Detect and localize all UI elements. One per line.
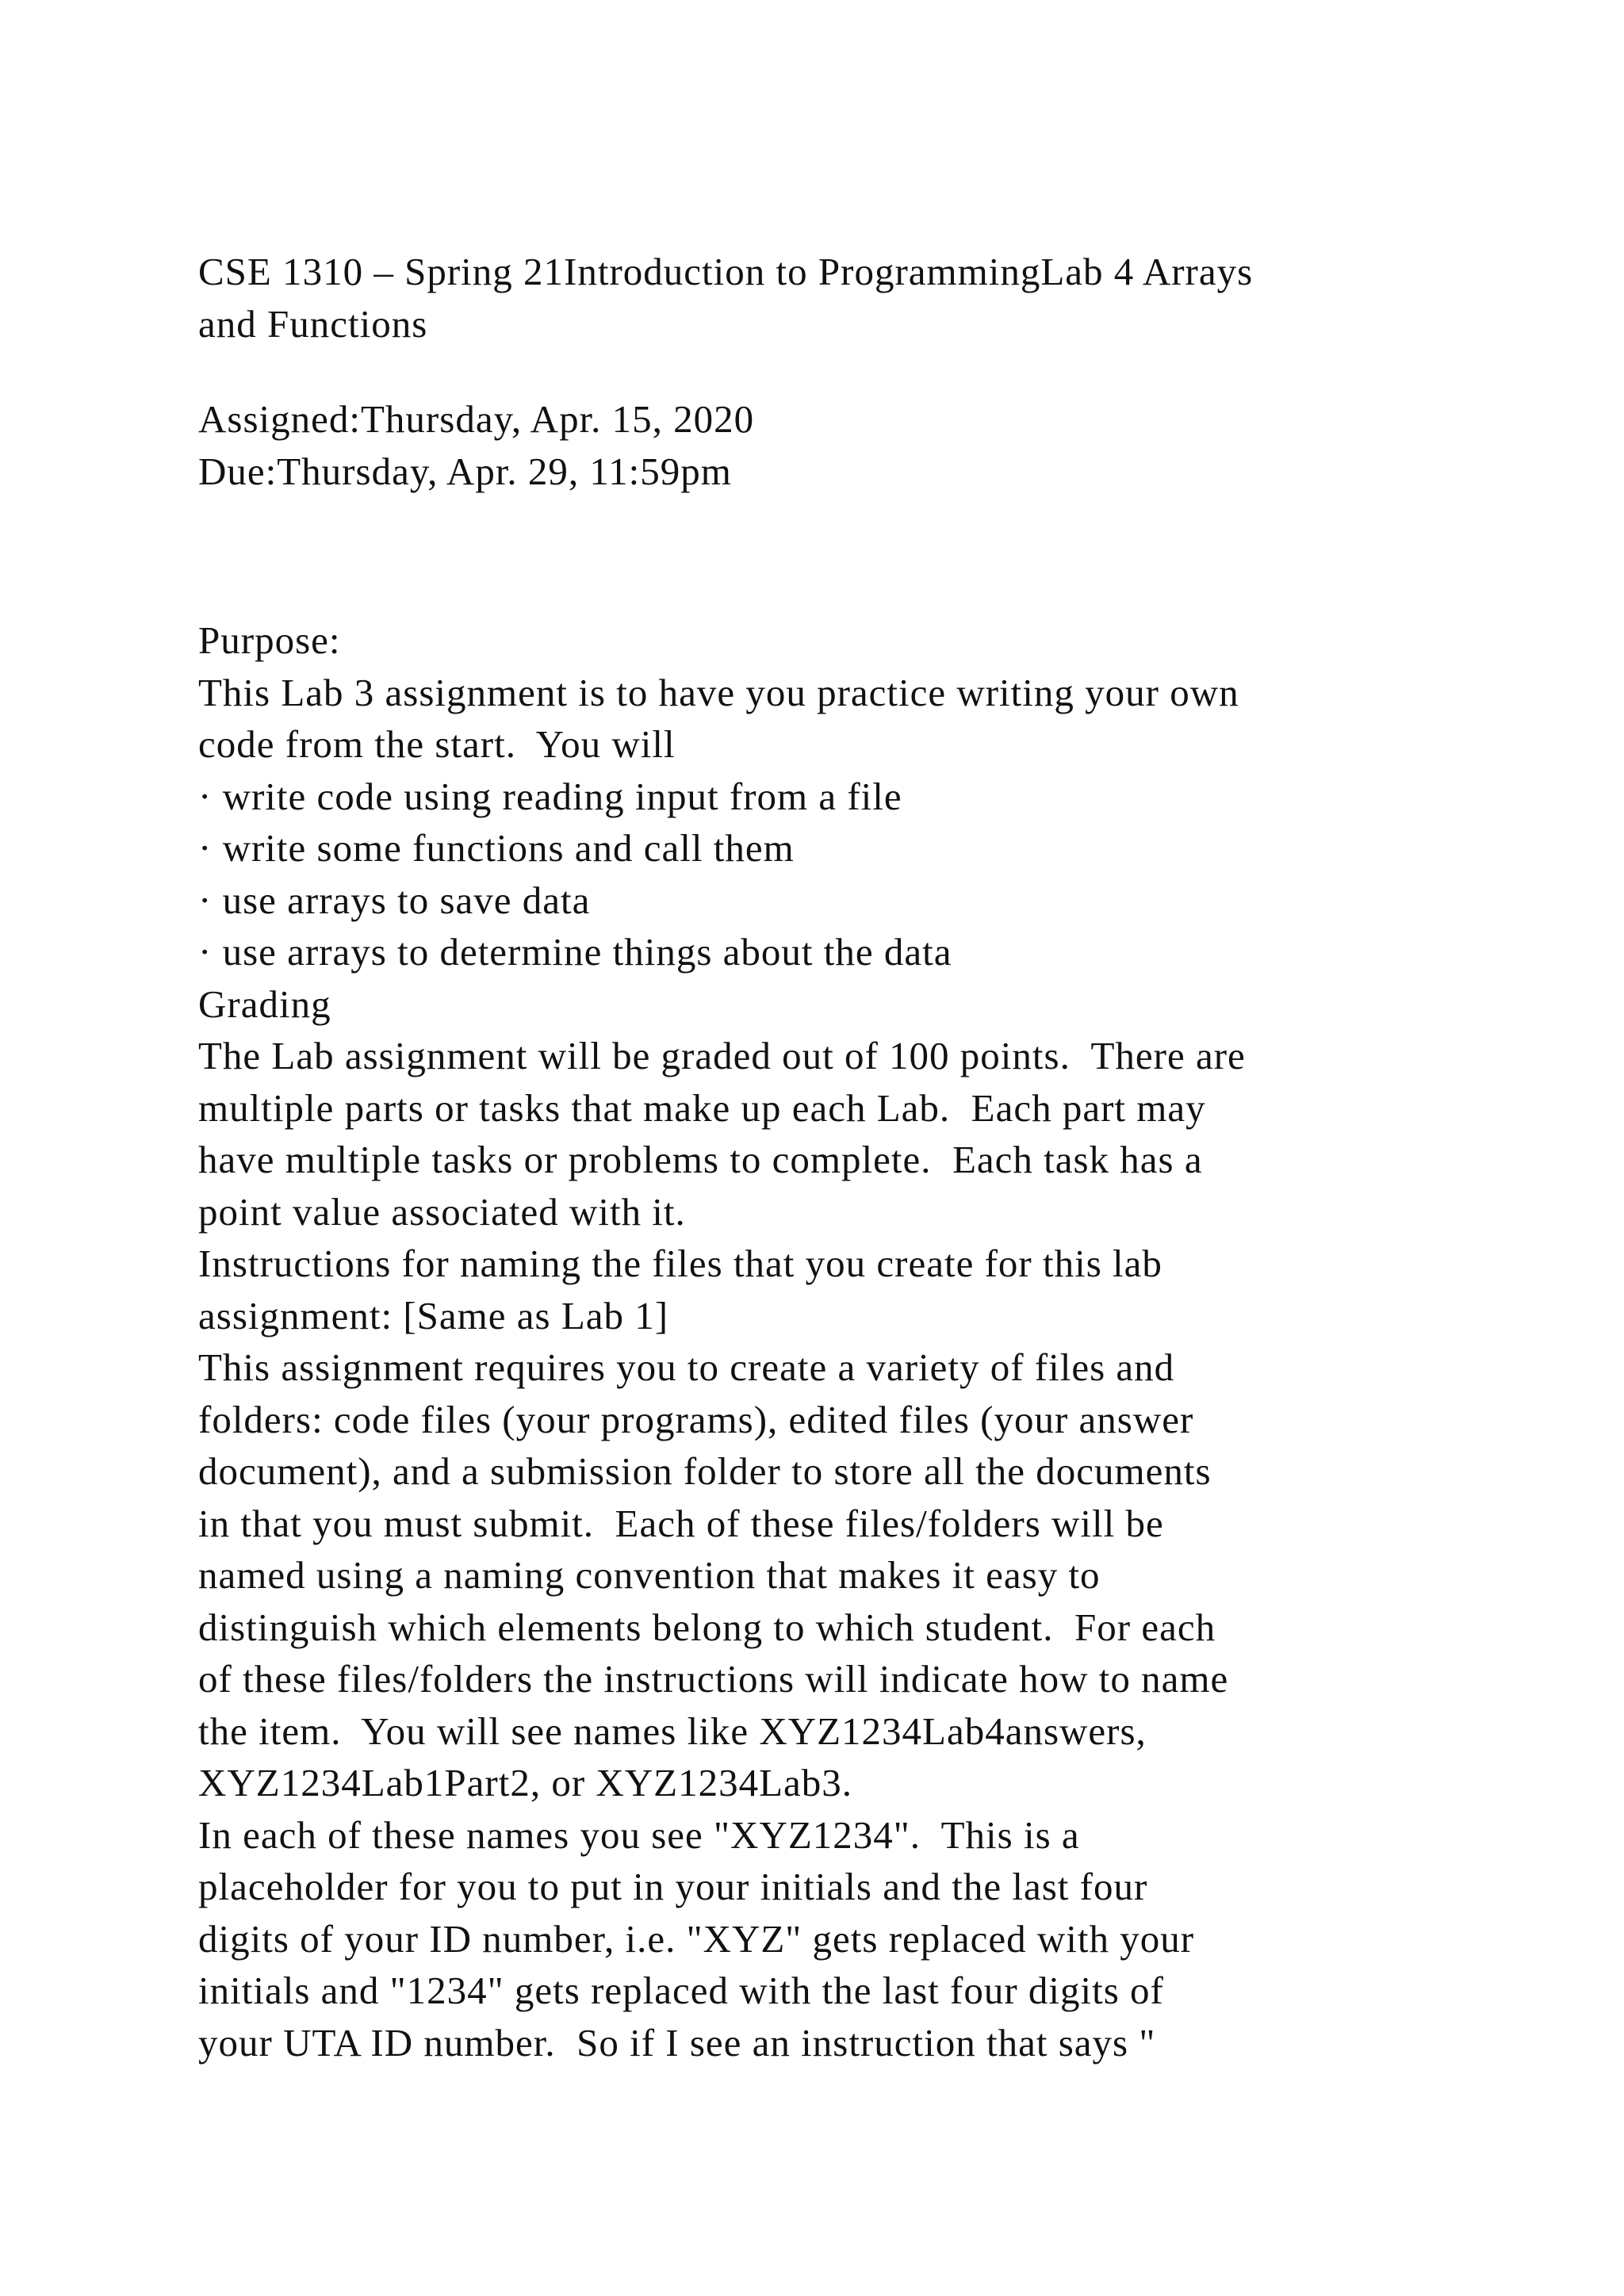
bullet-item: · write some functions and call them <box>198 826 795 870</box>
body-line: initials and "1234" gets replaced with the last four digits of <box>198 1969 1164 2012</box>
body-line: Instructions for naming the files that you create for this lab <box>198 1242 1162 1285</box>
body-line: digits of your ID number, i.e. "XYZ" gets replaced with your <box>198 1916 1195 1961</box>
due-date: Due:Thursday, Apr. 29, 11:59pm <box>198 449 732 493</box>
bullet-item: · write code using reading input from a file <box>198 774 902 818</box>
body-line: This assignment requires you to create a variety of files and <box>198 1345 1175 1389</box>
body-line: folders: code files (your programs), edited files (your answer <box>198 1397 1194 1441</box>
body-line: in that you must submit. Each of these files/folders will be <box>198 1501 1164 1545</box>
body-line: assignment: [Same as Lab 1] <box>198 1293 669 1337</box>
spacer <box>198 497 1467 614</box>
body-line: This Lab 3 assignment is to have you practice writing your own <box>198 670 1239 714</box>
section-heading-purpose: Purpose: <box>198 618 341 662</box>
bullet-item: · use arrays to determine things about the data <box>198 930 952 974</box>
title-line: and Functions <box>198 301 428 346</box>
document-content <box>198 246 1467 2068</box>
body-line: the item. You will see names like XYZ1234Lab4answers, <box>198 1709 1147 1753</box>
spacer <box>198 350 1467 393</box>
assigned-date: Assigned:Thursday, Apr. 15, 2020 <box>198 397 755 441</box>
bullet-item: · use arrays to save data <box>198 878 591 922</box>
body-line: The Lab assignment will be graded out of 100 points. There are <box>198 1034 1246 1077</box>
body-line: code from the start. You will <box>198 722 676 766</box>
body-line: named using a naming convention that makes it easy to <box>198 1553 1101 1597</box>
body-line: In each of these names you see "XYZ1234". This is a <box>198 1812 1080 1857</box>
body-line: placeholder for you to put in your initials and the last four <box>198 1865 1148 1908</box>
body-line: your UTA ID number. So if I see an instruction that says " <box>198 2020 1156 2064</box>
document-body <box>198 614 1467 2068</box>
document-dates <box>198 393 1467 497</box>
body-line: document), and a submission folder to store all the documents <box>198 1449 1212 1493</box>
body-line: have multiple tasks or problems to complete. Each task has a <box>198 1138 1203 1181</box>
section-heading-grading: Grading <box>198 982 331 1026</box>
body-line: distinguish which elements belong to which student. For each <box>198 1605 1216 1649</box>
document-title <box>198 246 1467 350</box>
title-line: CSE 1310 – Spring 21Introduction to ProgrammingLab 4 Arrays <box>198 250 1254 293</box>
body-line: XYZ1234Lab1Part2, or XYZ1234Lab3. <box>198 1761 853 1804</box>
body-line: multiple parts or tasks that make up each Lab. Each part may <box>198 1085 1206 1130</box>
body-line: point value associated with it. <box>198 1189 686 1234</box>
body-line: of these files/folders the instructions will indicate how to name <box>198 1657 1229 1701</box>
